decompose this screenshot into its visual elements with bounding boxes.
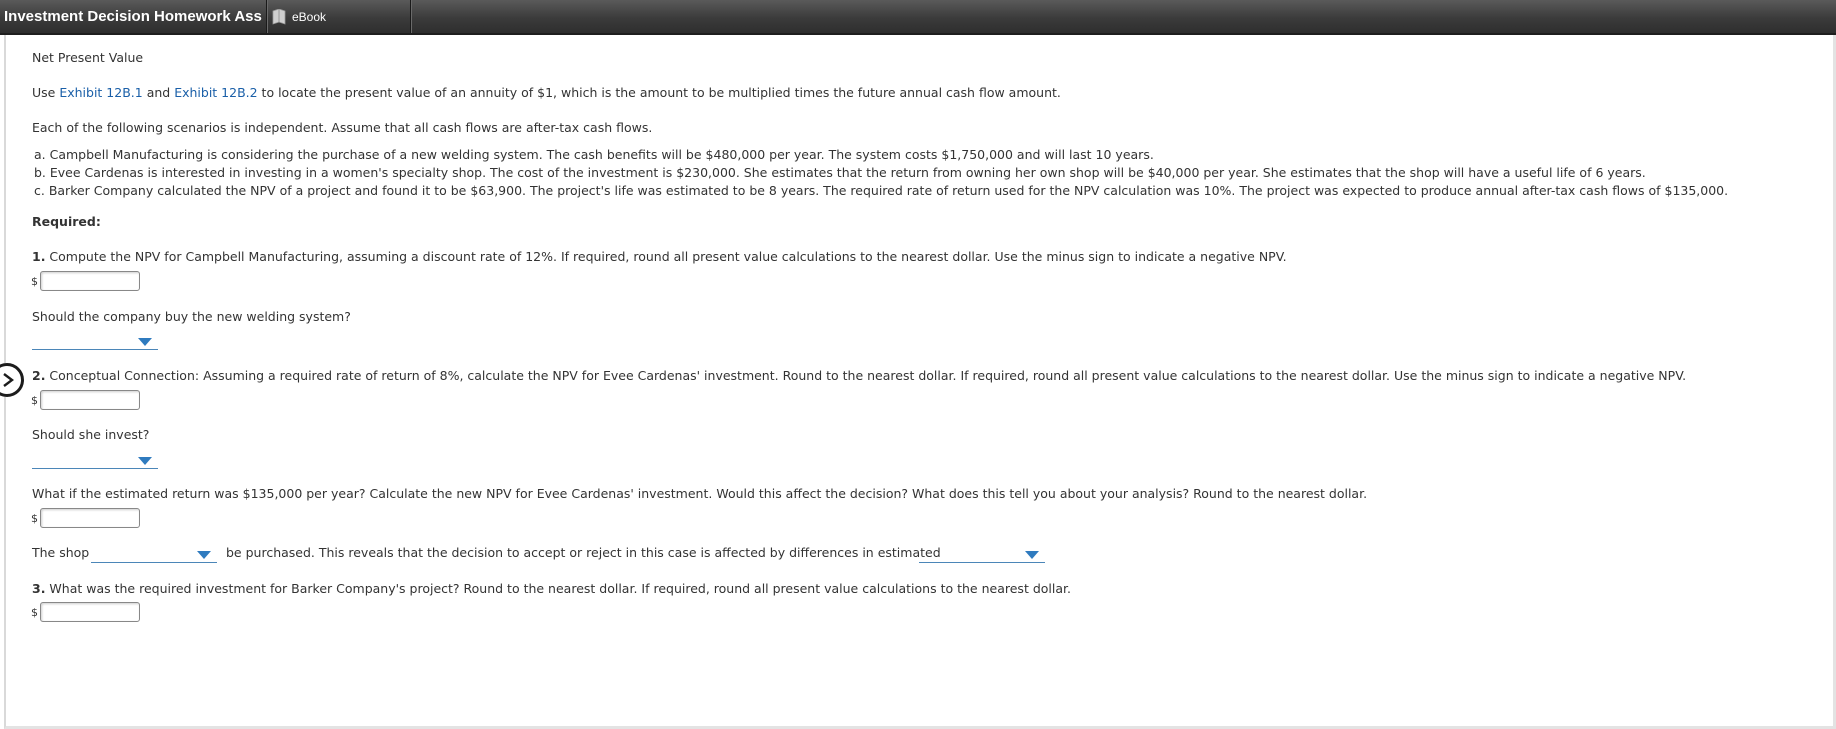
title-bar <box>0 0 1836 35</box>
q2-estimate-select[interactable] <box>919 545 1045 563</box>
question-3: 3. What was the required investment for Barker Company's project? Round to the nearest dollar. If required, round all present value calculations to the nearest dollar. <box>32 581 1071 596</box>
scenario-b: b. Evee Cardenas is interested in investing in a women's specialty shop. The cost of the investment is $230,000. She estimates that the return from owning her own shop will be $40,000 per year. She estimates that the shop will have a useful life of 6 years. <box>34 165 1646 180</box>
intro-paragraph: Use Exhibit 12B.1 and Exhibit 12B.2 to locate the present value of an annuity of $1, which is the amount to be multiplied times the future annual cash flow amount. <box>32 85 1061 100</box>
title-separator <box>410 0 412 33</box>
dollar-sign: $ <box>31 394 38 407</box>
exhibit-12b2-link[interactable]: Exhibit 12B.2 <box>174 85 258 100</box>
title-separator <box>266 0 268 33</box>
dollar-sign: $ <box>31 512 38 525</box>
chevron-down-icon <box>1025 551 1039 559</box>
q2-whatif: What if the estimated return was $135,000 per year? Calculate the new NPV for Evee Cardenas' investment. Would this affect the decision? What does this tell you about your analysis? Round to the nearest dollar. <box>32 486 1368 501</box>
chevron-down-icon <box>197 551 211 559</box>
q2-shop-select[interactable] <box>91 545 217 563</box>
scenario-c: c. Barker Company calculated the NPV of a project and found it to be $63,900. The project's life was estimated to be 8 years. The required rate of return used for the NPV calculation was 10%. The project was expected to produce annual after-tax cash flows of $135,000. <box>34 183 1729 198</box>
assignment-title: Investment Decision Homework Ass <box>4 8 262 25</box>
exhibit-12b1-link[interactable]: Exhibit 12B.1 <box>59 85 143 100</box>
q2-sentence-middle: be purchased. This reveals that the decision to accept or reject in this case is affected by differences in estimated <box>226 545 941 560</box>
book-icon <box>272 9 286 25</box>
q2-npv-input[interactable] <box>40 390 140 410</box>
dollar-sign: $ <box>31 606 38 619</box>
scenario-intro: Each of the following scenarios is independent. Assume that all cash flows are after-tax cash flows. <box>32 120 653 135</box>
question-2: 2. Conceptual Connection: Assuming a required rate of return of 8%, calculate the NPV for Evee Cardenas' investment. Round to the nearest dollar. If required, round all present value calculations to the nearest dollar. Use the minus sign to indicate a negative NPV. <box>32 368 1687 383</box>
ebook-button[interactable] <box>272 0 326 33</box>
q3-investment-input[interactable] <box>40 602 140 622</box>
q2-whatif-npv-input[interactable] <box>40 508 140 528</box>
q1-buy-select[interactable] <box>32 332 158 350</box>
required-label: Required: <box>32 214 101 229</box>
dollar-sign: $ <box>31 275 38 288</box>
scenario-a: a. Campbell Manufacturing is considering the purchase of a new welding system. The cash benefits will be $480,000 per year. The system costs $1,750,000 and will last 10 years. <box>34 147 1154 162</box>
expand-nav-button[interactable] <box>0 363 24 397</box>
question-1: 1. Compute the NPV for Campbell Manufacturing, assuming a discount rate of 12%. If required, round all present value calculations to the nearest dollar. Use the minus sign to indicate a negative NPV. <box>32 249 1287 264</box>
q1-followup: Should the company buy the new welding system? <box>32 309 351 324</box>
chevron-down-icon <box>138 338 152 346</box>
q2-shop-text: The shop <box>32 545 90 560</box>
q2-invest-select[interactable] <box>32 451 158 469</box>
q1-npv-input[interactable] <box>40 271 140 291</box>
section-title: Net Present Value <box>32 50 144 65</box>
ebook-label: eBook <box>292 9 327 24</box>
q2-followup: Should she invest? <box>32 427 150 442</box>
chevron-down-icon <box>138 457 152 465</box>
chevron-right-icon <box>1 373 15 387</box>
